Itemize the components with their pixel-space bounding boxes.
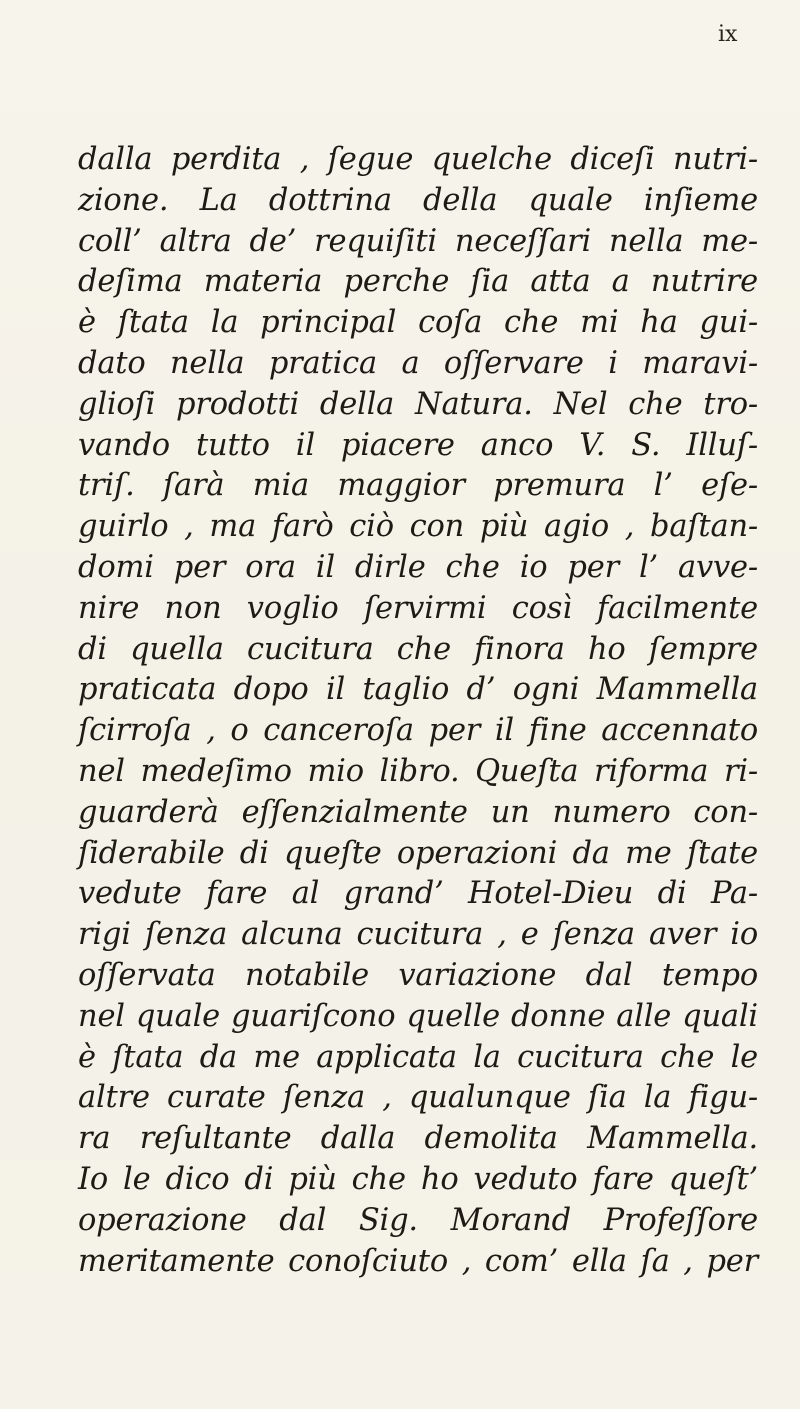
text-line: praticata dopo il taglio d’ ogni Mammella (78, 672, 758, 708)
text-line: dalla perdita , ſegue quelche diceſi nutri- (78, 142, 758, 177)
text-line: operazione dal Sig. Morand Profeſſore (78, 1202, 758, 1238)
text-line: Io le dico di più che ho veduto fare queſt’ (78, 1161, 758, 1197)
text-line: domi per ora il dirle che io per l’ avve- (78, 549, 758, 585)
text-line: nel medeſimo mio libro. Queſta riforma ri- (78, 753, 758, 789)
text-line: zione. La dottrina della quale inſieme (78, 182, 758, 218)
text-line: nire non voglio ſervirmi così facilmente (78, 590, 758, 626)
text-line: guirlo , ma farò ciò con più agio , baſtan- (78, 509, 758, 545)
text-line: triſ. ſarà mia maggior premura l’ eſe- (78, 468, 758, 504)
text-line: glioſi prodotti della Natura. Nel che tro- (78, 386, 758, 422)
text-line: è ſtata da me applicata la cucitura che le (78, 1039, 758, 1075)
text-line: deſima materia perche ſia atta a nutrire (78, 264, 758, 300)
text-line: vedute fare al grand’ Hotel-Dieu di Pa- (78, 876, 758, 912)
text-line: è ſtata la principal coſa che mi ha gui- (78, 305, 758, 341)
text-line: guarderà eſſenzialmente un numero con- (78, 794, 758, 830)
text-line: nel quale guariſcono quelle donne alle quali (78, 998, 758, 1034)
text-line: ra reſultante dalla demolita Mammella. (78, 1121, 758, 1157)
text-line: oſſervata notabile variazione dal tempo (78, 957, 758, 993)
text-line: dato nella pratica a oſſervare i maravi- (78, 345, 758, 381)
text-line: rigi ſenza alcuna cucitura , e ſenza aver io (78, 917, 758, 953)
text-line: meritamente conoſciuto , com’ ella ſa , per (78, 1243, 758, 1279)
text-line: ſcirroſa , o canceroſa per il fine accennato (78, 713, 758, 749)
text-line: ſiderabile di queſte operazioni da me ſtate (78, 835, 758, 871)
text-line: altre curate ſenza , qualunque ſia la figu- (78, 1080, 758, 1116)
page-number: ix (718, 22, 738, 47)
text-line: coll’ altra de’ requiſiti neceſſari nella me- (78, 223, 758, 259)
text-line: di quella cucitura che finora ho ſempre (78, 631, 758, 667)
text-line: vando tutto il piacere anco V. S. Illuſ- (78, 427, 758, 463)
body-text (78, 140, 758, 1282)
